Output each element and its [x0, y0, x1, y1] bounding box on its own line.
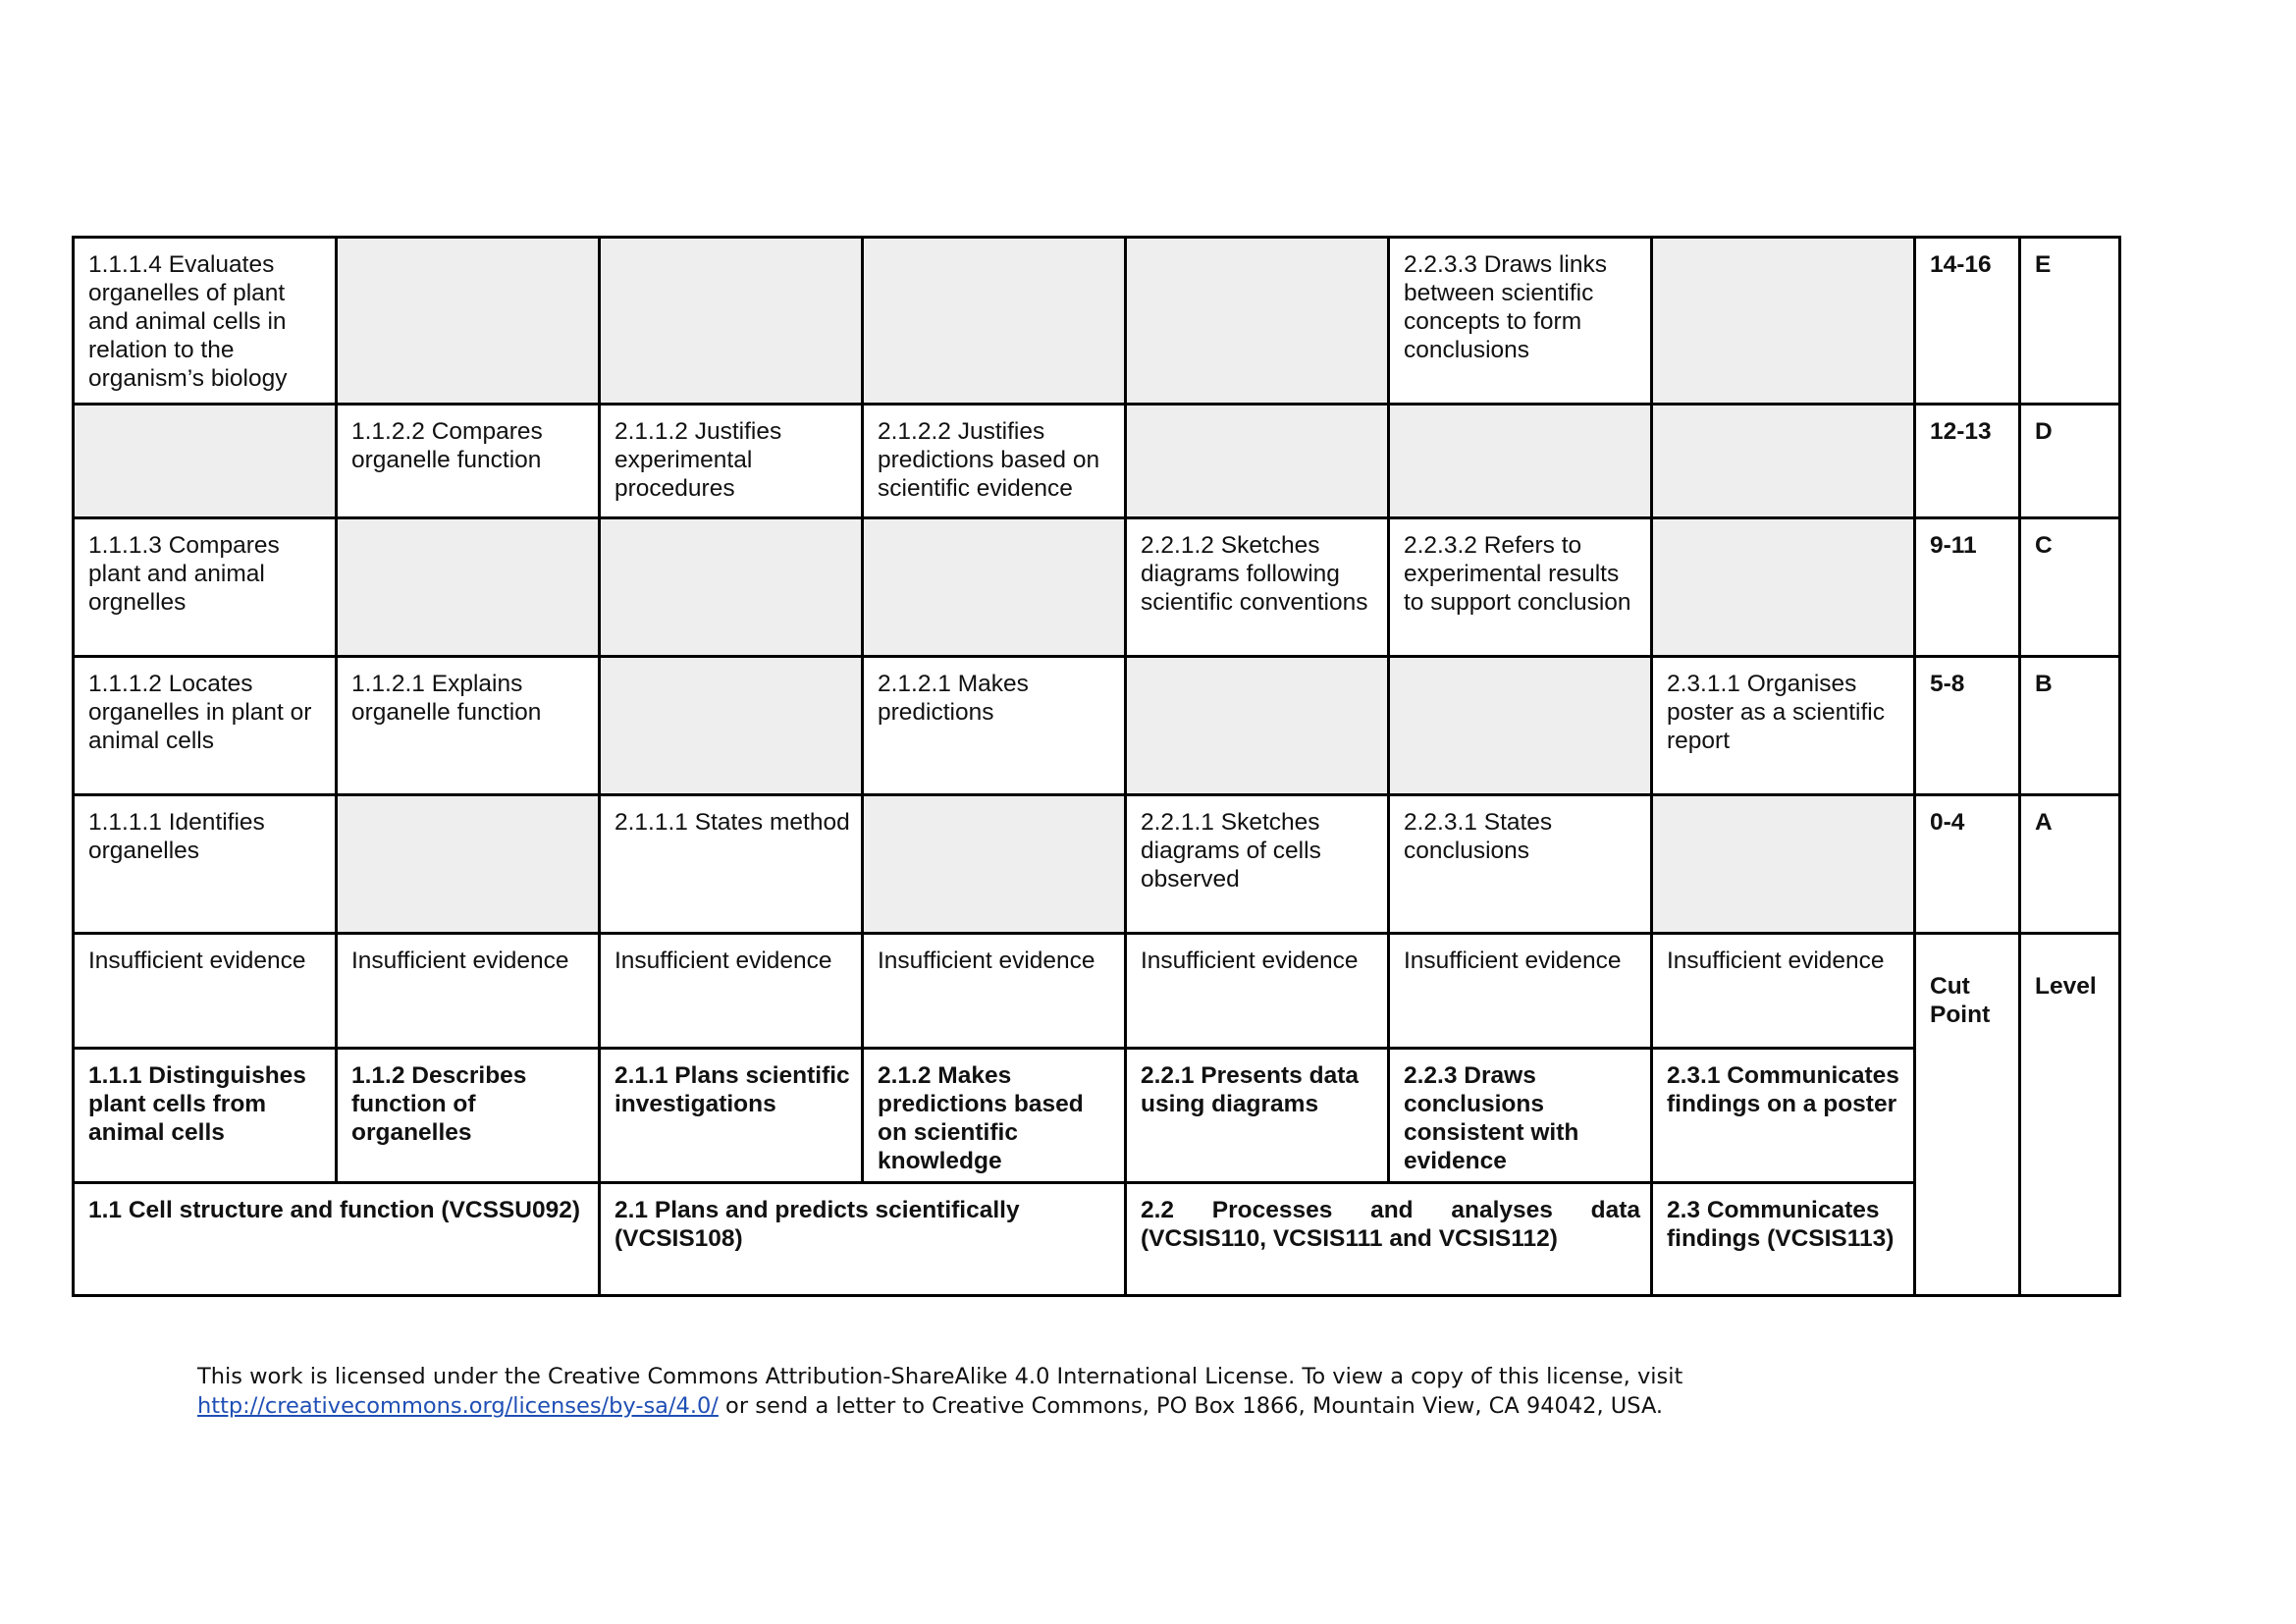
criterion-1-1-1: 1.1.1 Distinguishes plant cells from animal cells	[74, 1049, 337, 1183]
empty-cell	[1389, 657, 1652, 795]
empty-cell	[1126, 405, 1389, 518]
insufficient-evidence-cell: Insufficient evidence	[863, 934, 1126, 1049]
cut-point-value: 9-11	[1915, 518, 2020, 657]
insufficient-evidence-row	[74, 934, 2120, 1049]
cell-2-1-1-2: 2.1.1.2 Justifies experimental procedures	[600, 405, 863, 518]
cell-1-1-2-2: 1.1.2.2 Compares organelle function	[337, 405, 600, 518]
rubric-row-level-c	[74, 518, 2120, 657]
level-value: E	[2020, 238, 2120, 405]
strand-1-1: 1.1 Cell structure and function (VCSSU092)	[74, 1183, 600, 1296]
level-value: C	[2020, 518, 2120, 657]
cell-2-2-3-1: 2.2.3.1 States conclusions	[1389, 795, 1652, 934]
empty-cell	[337, 795, 600, 934]
level-value: B	[2020, 657, 2120, 795]
rubric-row-level-b	[74, 657, 2120, 795]
criterion-2-2-3: 2.2.3 Draws conclusions consistent with evidence	[1389, 1049, 1652, 1183]
license-text: This work is licensed under the Creative Commons Attribution-ShareAlike 4.0 International License. To view a copy of this license, visit	[197, 1364, 1683, 1389]
empty-cell	[863, 238, 1126, 405]
criterion-2-2-1: 2.2.1 Presents data using diagrams	[1126, 1049, 1389, 1183]
cell-2-2-1-2: 2.2.1.2 Sketches diagrams following scientific conventions	[1126, 518, 1389, 657]
level-value: A	[2020, 795, 2120, 934]
empty-cell	[1652, 795, 1915, 934]
criterion-1-1-2: 1.1.2 Describes function of organelles	[337, 1049, 600, 1183]
criterion-2-1-1: 2.1.1 Plans scientific investigations	[600, 1049, 863, 1183]
assessment-rubric-table	[72, 236, 2121, 1297]
level-header: Level	[2020, 934, 2120, 1296]
cut-point-value: 12-13	[1915, 405, 2020, 518]
cell-2-2-3-3: 2.2.3.3 Draws links between scientific concepts to form conclusions	[1389, 238, 1652, 405]
empty-cell	[1652, 238, 1915, 405]
empty-cell	[863, 518, 1126, 657]
rubric-row-level-e	[74, 238, 2120, 405]
empty-cell	[337, 518, 600, 657]
cell-2-1-2-1: 2.1.2.1 Makes predictions	[863, 657, 1126, 795]
license-link[interactable]: http://creativecommons.org/licenses/by-sa/4.0/	[197, 1393, 719, 1419]
rubric-row-level-a	[74, 795, 2120, 934]
insufficient-evidence-cell: Insufficient evidence	[74, 934, 337, 1049]
level-value: D	[2020, 405, 2120, 518]
empty-cell	[1389, 405, 1652, 518]
cell-1-1-1-4: 1.1.1.4 Evaluates organelles of plant and animal cells in relation to the organism’s biology	[74, 238, 337, 405]
insufficient-evidence-cell: Insufficient evidence	[1126, 934, 1389, 1049]
insufficient-evidence-cell: Insufficient evidence	[600, 934, 863, 1049]
insufficient-evidence-cell: Insufficient evidence	[337, 934, 600, 1049]
strand-2-2: 2.2 Processes and analyses data (VCSIS110, VCSIS111 and VCSIS112)	[1126, 1183, 1652, 1296]
empty-cell	[1652, 518, 1915, 657]
strand-2-3: 2.3 Communicates findings (VCSIS113)	[1652, 1183, 1915, 1296]
rubric-row-level-d	[74, 405, 2120, 518]
empty-cell	[337, 238, 600, 405]
criteria-header-row	[74, 1049, 2120, 1183]
cut-point-value: 14-16	[1915, 238, 2020, 405]
empty-cell	[600, 657, 863, 795]
cell-2-2-1-1: 2.2.1.1 Sketches diagrams of cells observed	[1126, 795, 1389, 934]
cell-1-1-2-1: 1.1.2.1 Explains organelle function	[337, 657, 600, 795]
license-address: or send a letter to Creative Commons, PO Box 1866, Mountain View, CA 94042, USA.	[718, 1393, 1664, 1419]
cut-point-header: Cut Point	[1915, 934, 2020, 1296]
strand-2-1: 2.1 Plans and predicts scientifically (VCSIS108)	[600, 1183, 1126, 1296]
cut-point-value: 5-8	[1915, 657, 2020, 795]
strand-header-row	[74, 1183, 2120, 1296]
empty-cell	[1126, 657, 1389, 795]
insufficient-evidence-cell: Insufficient evidence	[1652, 934, 1915, 1049]
criterion-2-1-2: 2.1.2 Makes predictions based on scientific knowledge	[863, 1049, 1126, 1183]
cell-2-1-1-1: 2.1.1.1 States method	[600, 795, 863, 934]
cell-2-1-2-2: 2.1.2.2 Justifies predictions based on scientific evidence	[863, 405, 1126, 518]
empty-cell	[74, 405, 337, 518]
empty-cell	[600, 518, 863, 657]
empty-cell	[1126, 238, 1389, 405]
insufficient-evidence-cell: Insufficient evidence	[1389, 934, 1652, 1049]
cell-1-1-1-1: 1.1.1.1 Identifies organelles	[74, 795, 337, 934]
cell-2-2-3-2: 2.2.3.2 Refers to experimental results to support conclusion	[1389, 518, 1652, 657]
cell-1-1-1-3: 1.1.1.3 Compares plant and animal orgnelles	[74, 518, 337, 657]
cut-point-value: 0-4	[1915, 795, 2020, 934]
cell-2-3-1-1: 2.3.1.1 Organises poster as a scientific report	[1652, 657, 1915, 795]
empty-cell	[1652, 405, 1915, 518]
empty-cell	[600, 238, 863, 405]
license-footer	[197, 1362, 2092, 1421]
empty-cell	[863, 795, 1126, 934]
cell-1-1-1-2: 1.1.1.2 Locates organelles in plant or animal cells	[74, 657, 337, 795]
criterion-2-3-1: 2.3.1 Communicates findings on a poster	[1652, 1049, 1915, 1183]
